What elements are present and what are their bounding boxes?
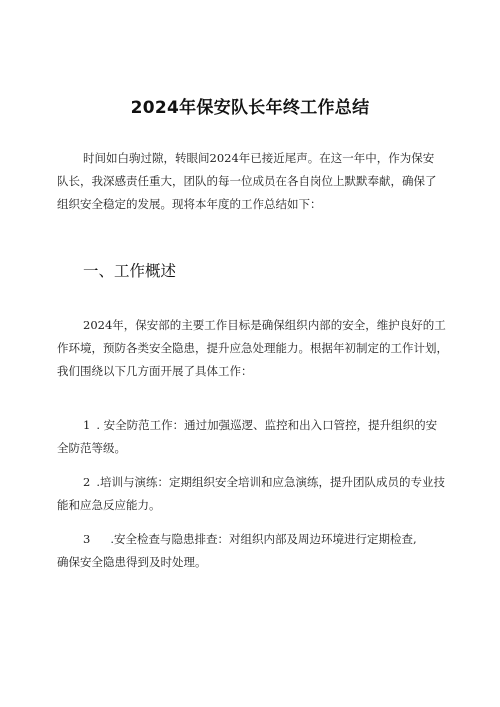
- overview-line: 2024年，保安部的主要工作目标是确保组织内部的安全，维护良好的工: [83, 318, 446, 332]
- list-item-3: [57, 528, 417, 574]
- overview-paragraph: [57, 314, 448, 383]
- list-item-text: 全防范等级。: [57, 441, 126, 455]
- intro-line: 时间如白驹过隙，转眼间2024年已接近尾声。在这一年中，作为保安: [83, 151, 435, 165]
- list-item-text: . 安全防范工作：通过加强巡逻、监控和出入口管控，提升组织的安: [96, 418, 438, 432]
- overview-line: 我们围绕以下几方面开展了具体工作：: [57, 364, 253, 378]
- overview-line: 作环境，预防各类安全隐患，提升应急处理能力。根据年初制定的工作计划，: [57, 341, 448, 355]
- list-item-2: [57, 471, 445, 517]
- document-title: 2024年保安队长年终工作总结: [130, 98, 370, 118]
- list-item-number: 2: [83, 475, 91, 489]
- section-heading: 一、工作概述: [83, 262, 177, 280]
- list-item-text: .安全检查与隐患排查：对组织内部及周边环境进行定期检查,: [110, 532, 417, 546]
- list-item-text: 确保安全隐患得到及时处理。: [57, 555, 207, 569]
- list-item-text: 能和应急反应能力。: [57, 498, 161, 512]
- intro-line: 队长，我深感责任重大，团队的每一位成员在各自岗位上默默奉献，确保了: [57, 174, 437, 188]
- list-item-1: [57, 414, 438, 460]
- list-item-text: .培训与演练：定期组织安全培训和应急演练，提升团队成员的专业技: [96, 475, 445, 489]
- list-item-number: 1: [83, 418, 91, 432]
- intro-line: 组织安全稳定的发展。现将本年度的工作总结如下：: [57, 197, 322, 211]
- list-item-number: 3: [83, 532, 91, 546]
- intro-paragraph: [57, 147, 437, 216]
